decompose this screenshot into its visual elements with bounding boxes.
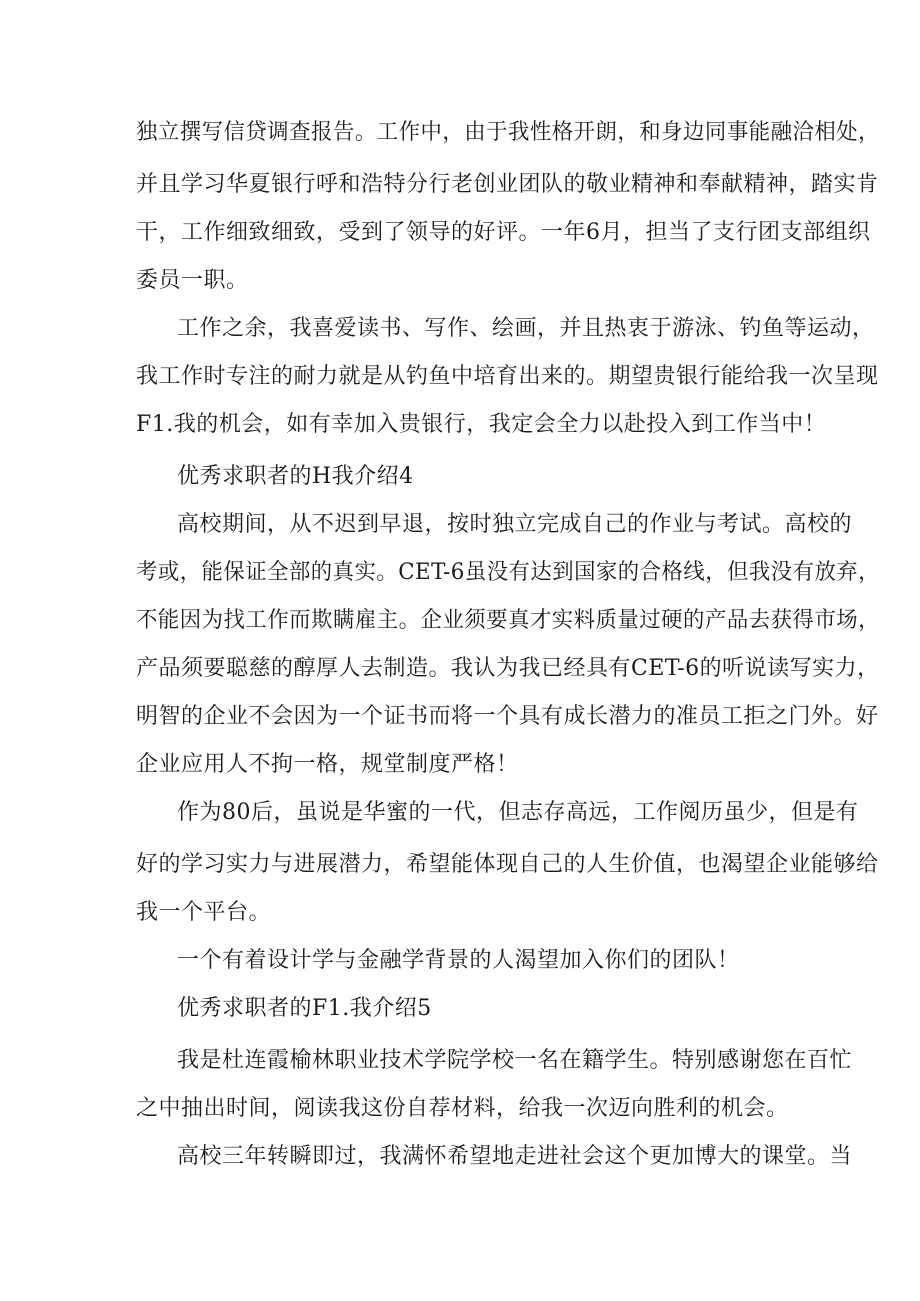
text-line: 明智的企业不会因为一个证书而将一个具有成长潜力的准员工拒之门外。好 [136, 704, 879, 729]
text-line: 我一个平台。 [136, 900, 272, 925]
text-line: 委员一职。 [136, 268, 249, 293]
text-line: 考或，能保证全部的真实。CET-6虽没有达到国家的合格线，但我没有放弃， [136, 560, 880, 585]
text-line: 我工作时专注的耐力就是从钓鱼中培育出来的。期望贵银行能给我一次呈现 [136, 364, 879, 389]
text-line: 不能因为找工作而欺瞒雇主。企业须要真才实料质量过硬的产品去获得市场， [136, 608, 880, 633]
text-line: 企业应用人不拘一格，规堂制度严格！ [136, 752, 519, 777]
text-line: F1.我的机会，如有幸加入贵银行，我定会全力以赴投入到工作当中！ [136, 412, 827, 437]
text-line: 工作之余，我喜爱读书、写作、绘画，并且热衷于游泳、钓鱼等运动， [177, 316, 875, 341]
text-line: 高校三年转瞬即过，我满怀希望地走进社会这个更加博大的课堂。当 [177, 1144, 853, 1169]
text-line: 干，工作细致细致，受到了领导的好评。一年6月，担当了支行团支部组织 [136, 220, 871, 245]
section-heading: 优秀求职者的H我介绍4 [177, 464, 414, 489]
text-line: 高校期间，从不迟到早退，按时独立完成自己的作业与考试。高校的 [177, 512, 853, 537]
text-line: 好的学习实力与进展潜力，希望能体现自己的人生价值，也渴望企业能够给 [136, 852, 879, 877]
text-line: 之中抽出时间，阅读我这份自荐材料，给我一次迈向胜利的机会。 [136, 1096, 789, 1121]
section-heading: 优秀求职者的F1.我介绍5 [177, 996, 432, 1021]
text-line: 一个有着设计学与金融学背景的人渴望加入你们的团队！ [177, 948, 740, 973]
text-line: 并且学习华夏银行呼和浩特分行老创业团队的敬业精神和奉献精神，踏实肯 [136, 172, 879, 197]
text-line: 作为80后，虽说是华蜜的一代，但志存高远，工作阅历虽少，但是有 [177, 800, 859, 825]
text-line: 独立撰写信贷调查报告。工作中，由于我性格开朗，和身边同事能融洽相处， [136, 120, 880, 145]
text-line: 产品须要聪慈的醇厚人去制造。我认为我已经具有CET-6的听说读写实力， [136, 656, 880, 681]
text-line: 我是杜连霞榆林职业技术学院学校一名在籍学生。特别感谢您在百忙 [177, 1048, 853, 1073]
